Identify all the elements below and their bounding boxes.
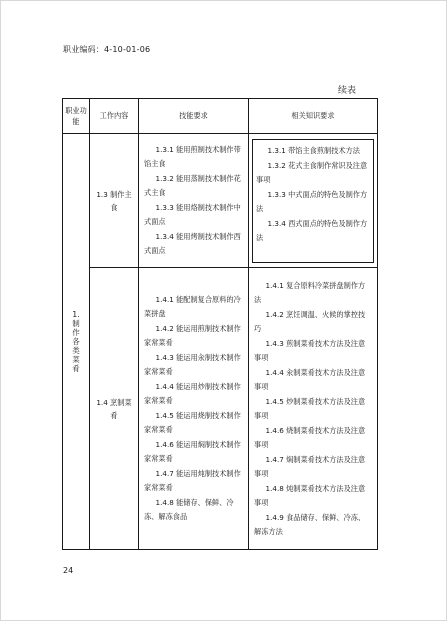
- knowledge-item: 1.4.7 焖制菜肴技术方法及注意事项: [254, 454, 366, 478]
- skill-item: 1.3.3 能用烙制技术制作中式面点: [144, 203, 241, 226]
- header-skills: 技能要求: [139, 99, 249, 134]
- header-content: 工作内容: [90, 99, 139, 134]
- skill-item: 1.3.1 能用煎制技术制作带馅主食: [144, 145, 241, 168]
- table-row: [63, 268, 378, 550]
- header-knowledge: 相关知识要求: [249, 99, 378, 134]
- content-label: 1.4 烹制菜肴: [96, 397, 132, 420]
- skill-item: 1.4.8 能储存、保鲜、冷冻、解冻食品: [144, 498, 234, 521]
- occupation-code: 职业编码：4-10-01-06: [63, 45, 151, 54]
- knowledge-item: 1.4.4 汆制菜肴技术方法及注意事项: [254, 367, 366, 391]
- knowledge-cell: [249, 134, 378, 268]
- skill-item: 1.4.2 能运用煎制技术制作家常菜肴: [144, 324, 241, 347]
- skill-item: 1.3.4 能用烤制技术制作西式面点: [144, 232, 241, 255]
- skill-item: 1.4.7 能运用炖制技术制作家常菜肴: [144, 469, 241, 492]
- page-number: 24: [63, 566, 74, 575]
- skill-item: 1.4.1 能配制复合原料的冷菜拼盘: [144, 295, 241, 318]
- skill-item: 1.4.3 能运用汆制技术制作家常菜肴: [144, 353, 241, 376]
- knowledge-item: 1.3.3 中式面点的特色及制作方法: [256, 189, 368, 213]
- skill-item: 1.4.6 能运用焖制技术制作家常菜肴: [144, 440, 241, 463]
- skills-cell: [139, 268, 249, 550]
- knowledge-cell: [249, 268, 378, 550]
- content-cell: [90, 268, 139, 550]
- skill-item: 1.4.5 能运用烧制技术制作家常菜肴: [144, 411, 241, 434]
- knowledge-item: 1.4.8 炖制菜肴技术方法及注意事项: [254, 483, 366, 507]
- table-header-row: [63, 99, 378, 134]
- skill-item: 1.3.2 能用蒸制技术制作花式主食: [144, 174, 241, 197]
- table-row: [63, 134, 378, 268]
- knowledge-item: 1.4.3 煎制菜肴技术方法及注意事项: [254, 338, 366, 362]
- content-label: 1.3 制作主食: [96, 189, 132, 212]
- knowledge-item: 1.4.2 烹饪调温、火候的掌控技巧: [254, 309, 366, 333]
- knowledge-item: 1.4.1 复合原料冷菜拼盘制作方法: [254, 280, 366, 304]
- standards-table: [62, 98, 378, 550]
- knowledge-item: 1.4.5 炒制菜肴技术方法及注意事项: [254, 396, 366, 420]
- continued-label: 续表: [338, 86, 357, 96]
- content-cell: [90, 134, 139, 268]
- skill-item: 1.4.4 能运用炒制技术制作家常菜肴: [144, 382, 241, 405]
- knowledge-item: 1.3.4 西式面点的特色及制作方法: [256, 218, 368, 242]
- skills-cell: [139, 134, 249, 268]
- knowledge-item: 1.3.2 花式主食制作常识及注意事项: [256, 160, 368, 184]
- header-domain: 职业功能: [63, 99, 90, 134]
- domain-cell: [63, 134, 90, 550]
- knowledge-item: 1.3.1 带馅主食煎制技术方法: [267, 145, 360, 155]
- knowledge-item: 1.4.9 食品储存、保鲜、冷冻、解冻方法: [254, 512, 366, 536]
- knowledge-inner-frame: [252, 139, 374, 263]
- domain-label: 1. 制作各类菜肴: [72, 310, 80, 373]
- knowledge-item: 1.4.6 烧制菜肴技术方法及注意事项: [254, 425, 366, 449]
